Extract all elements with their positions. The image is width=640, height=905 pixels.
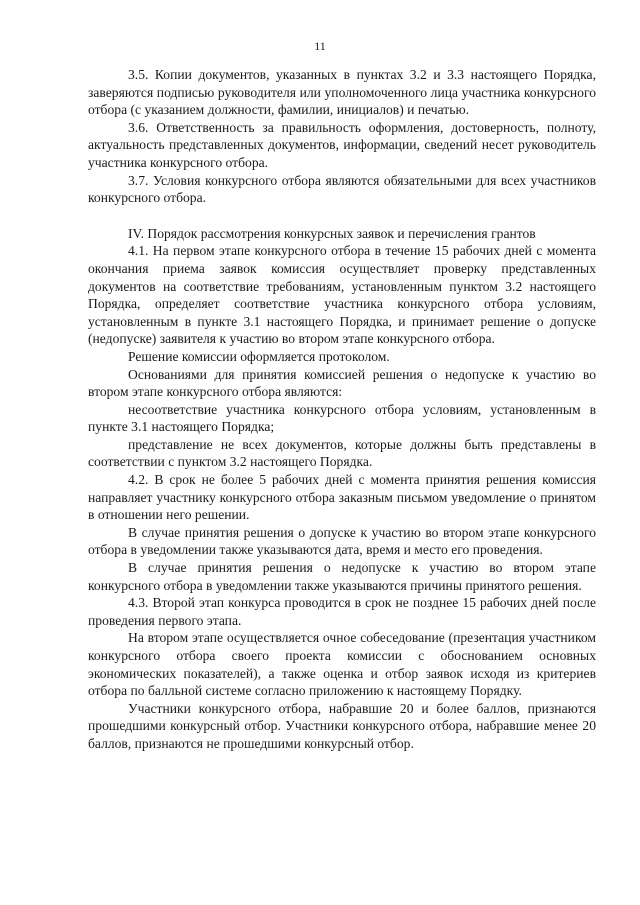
paragraph-4-1-protocol: Решение комиссии оформляется протоколом. — [128, 348, 390, 364]
paragraph-4-1: 4.1. На первом этапе конкурсного отбора в течение 15 рабочих дней с момента окончания приема заявок комиссия осуществляет проверку представленных документов на соответствие требованиям, установленным пунктом 3.2 настоящего Порядка, определяет соответствие участника конкурсного отбора условиям, установленным в пункте 3.1 настоящего Порядка, и принимает решение о допуске (недопуске) заявителя к участию во втором этапе конкурсного отбора. — [88, 243, 596, 347]
paragraph-3-6: 3.6. Ответственность за правильность оформления, достоверность, полноту, актуальность представленных документов, информации, сведений несет руководитель участника конкурсного отбора. — [88, 119, 596, 170]
paragraph-4-3-interview: На втором этапе осуществляется очное собеседование (презентация участником конкурсного отбора своего проекта комиссии с обоснованием основных экономических показателей), а также оценка и отбор заявок исходя из критериев отбора по балльной системе согласно приложению к настоящему Порядку. — [88, 630, 596, 699]
paragraph-4-3-result: Участники конкурсного отбора, набравшие 20 и более баллов, признаются прошедшими конкурсный отбор. Участники конкурсного отбора, набравшие менее 20 баллов, признаются не прошедшими конкурсный отбор. — [88, 700, 596, 751]
document-body — [88, 66, 596, 753]
paragraph-4-2-reject: В случае принятия решения о недопуске к участию во втором этапе конкурсного отбора в уведомлении также указываются причины принятого решения. — [88, 560, 596, 593]
paragraph-3-5: 3.5. Копии документов, указанных в пунктах 3.2 и 3.3 настоящего Порядка, заверяются подписью руководителя или уполномоченного лица участника конкурсного отбора (с указанием должности, фамилии, инициалов) и печатью. — [88, 67, 596, 118]
paragraph-4-3: 4.3. Второй этап конкурса проводится в срок не позднее 15 рабочих дней после проведения первого этапа. — [88, 595, 596, 628]
paragraph-3-7: 3.7. Условия конкурсного отбора являются обязательными для всех участников конкурсного отбора. — [88, 172, 596, 206]
paragraph-4-1-grounds: Основаниями для принятия комиссией решения о недопуске к участию во втором этапе конкурсного отбора являются: — [88, 366, 596, 400]
page-number: 11 — [314, 39, 326, 53]
paragraph-4-2: 4.2. В срок не более 5 рабочих дней с момента принятия решения комиссия направляет участнику конкурсного отбора заказным письмом уведомление о принятом в отношении него решении. — [88, 472, 596, 523]
section-heading-iv: IV. Порядок рассмотрения конкурсных заявок и перечисления грантов — [128, 225, 536, 241]
paragraph-4-2-admit: В случае принятия решения о допуске к участию во втором этапе конкурсного отбора в уведомлении также указываются дата, время и место его проведения. — [88, 524, 596, 558]
paragraph-4-1-ground-1: несоответствие участника конкурсного отбора условиям, установленным в пункте 3.1 настоящего Порядка; — [88, 401, 596, 435]
paragraph-4-1-ground-2: представление не всех документов, которые должны быть представлены в соответствии с пунктом 3.2 настоящего Порядка. — [88, 436, 596, 470]
